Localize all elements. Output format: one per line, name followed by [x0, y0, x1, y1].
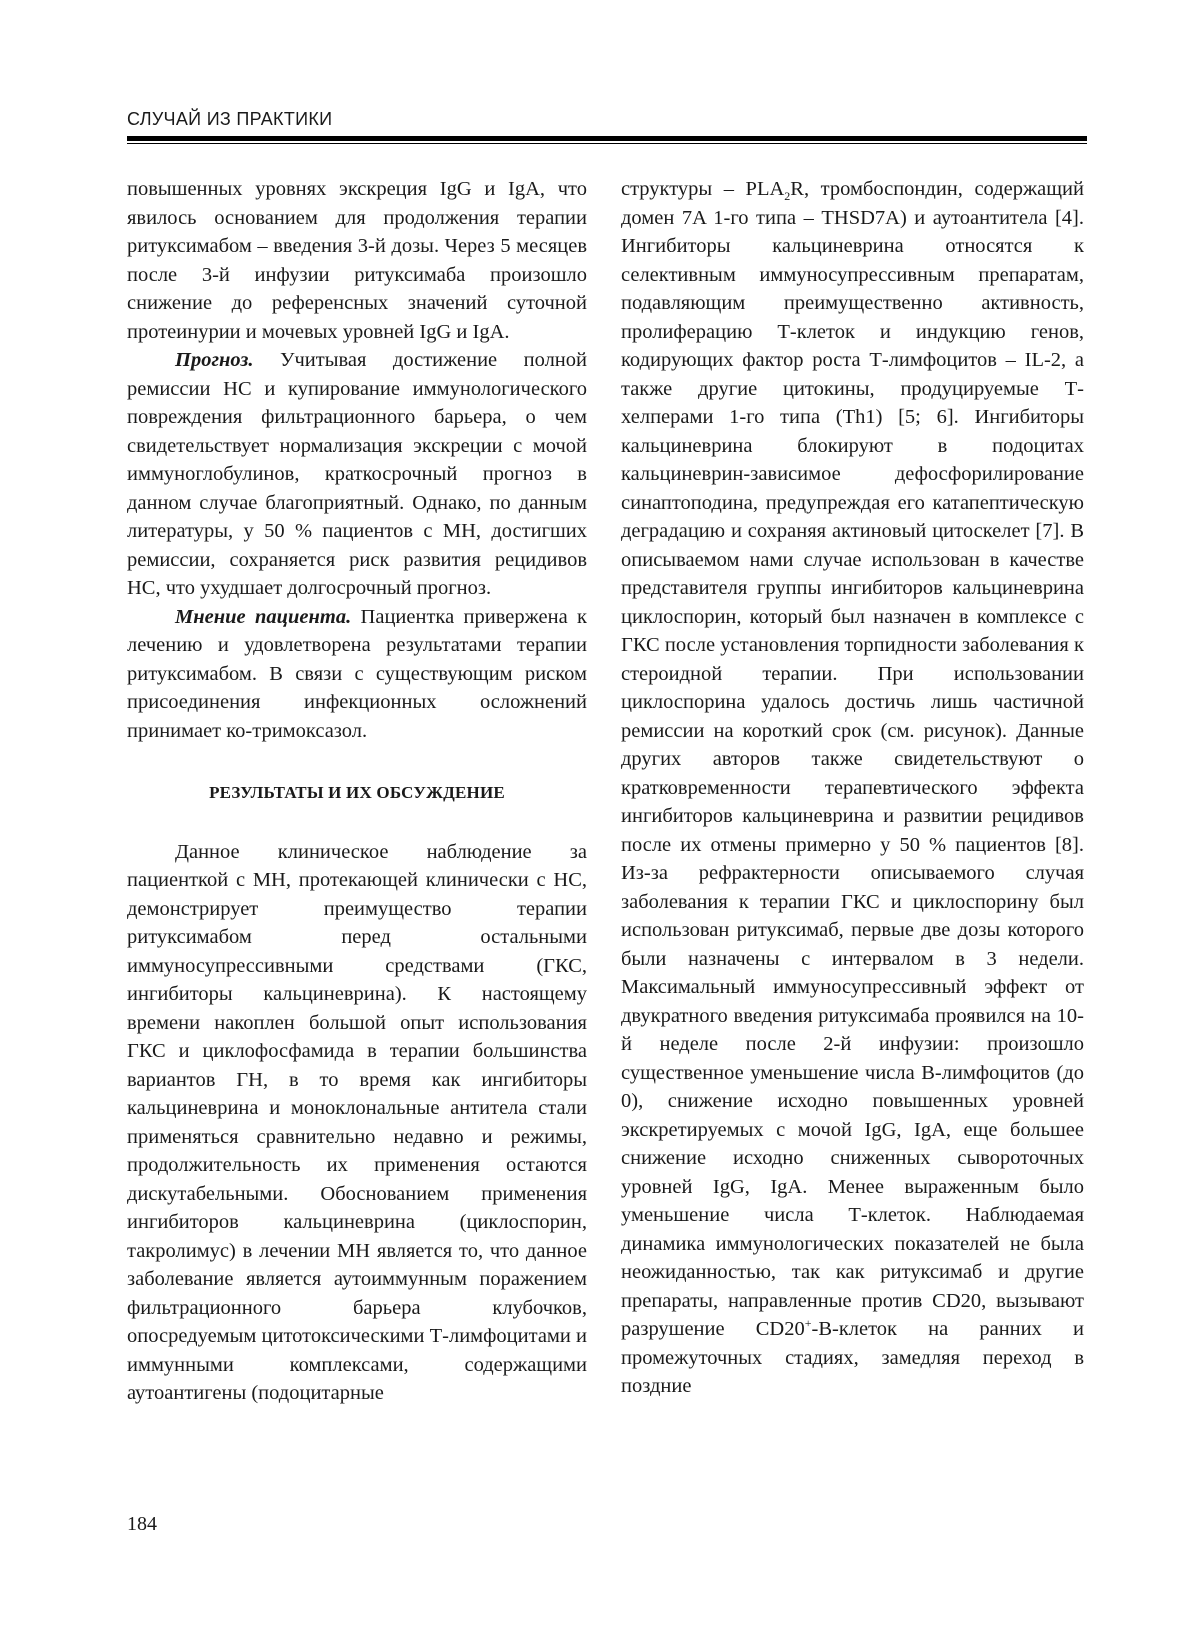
- right-column: [621, 175, 1084, 1401]
- page-number: 184: [127, 1513, 157, 1535]
- opinion-text: Пациентка привержена к лечению и удовлетворена результатами терапии ритуксимабом. В связи с существующим риском присоединения инфекционных осложнений принимает ко-тримоксазол.: [127, 605, 588, 742]
- prognosis-lead: Прогноз.: [175, 349, 254, 371]
- left-column: [127, 175, 587, 1408]
- section-heading-results: РЕЗУЛЬТАТЫ И ИХ ОБСУЖДЕНИЕ: [209, 783, 505, 802]
- section-title: СЛУЧАЙ ИЗ ПРАКТИКИ: [127, 109, 333, 129]
- subscript-2: 2: [784, 189, 791, 204]
- header-rule-thin: [127, 143, 1087, 144]
- superscript-plus: +: [804, 1316, 812, 1331]
- paragraph-right: [621, 175, 1084, 1401]
- running-header: [127, 108, 1087, 144]
- paragraph-patient-opinion: [127, 603, 587, 746]
- right-text-c: -В-клеток на ранних и промежуточных стадиях, замедляя переход в поздние: [621, 1318, 1084, 1397]
- paragraph-prognosis: [127, 346, 587, 603]
- right-text-b: R, тромбоспондин, содержащий домен 7A 1-го типа – THSD7A) и аутоантитела [4]. Ингибиторы кальциневрина относятся к селективным иммуносупрессивным препаратам, подавляющим преимущественно активность, пролиферацию Т-клеток и индукцию генов, кодирующих фактор роста Т-лимфоцитов – IL-2, а также другие цитокины, продуцируемые Т-хелперами 1-го типа (Th1) [5; 6]. Ингибиторы кальциневрина блокируют в подоцитах кальциневрин-зависимое дефосфорилирование синаптоподина, предупреждая его катапептическую деградацию и сохраняя актиновый цитоскелет [7]. В описываемом нами случае использован в качестве представителя группы ингибиторов кальциневрина циклоспорин, который был назначен в комплексе с ГКС после установления торпидности заболевания к стероидной терапии. При использовании циклоспорина удалось достичь лишь частичной ремиссии на короткий срок (см. рисунок). Данные других авторов также свидетельствуют о кратковременности терапевтического эффекта ингибиторов кальциневрина и развитии рецидивов после их отмены примерно у 50 % пациентов [8]. Из-за рефрактерности описываемого случая заболевания к терапии ГКС и циклоспорину был использован ритуксимаб, первые две дозы которого были назначены с интервалом в 3 недели. Максимальный иммуносупрессивный эффект от двукратного введения ритуксимаба проявился на 10-й неделе после 2-й инфузии: произошло существенное уменьшение числа В-лимфоцитов (до 0), снижение исходно повышенных уровней экскретируемых с мочой IgG, IgA, еще большее снижение исходно сниженных сывороточных уровней IgG, IgA. Менее выраженным было уменьшение числа Т-клеток. Наблюдаемая динамика иммунологических показателей не была неожиданностью, так как ритуксимаб и другие препараты, направленные против CD20, вызывают разрушение CD20: [621, 178, 1084, 1340]
- paragraph-results: Данное клиническое наблюдение за пациенткой с МН, протекающей клинически с НС, демонстрирует преимущество терапии ритуксимабом перед остальными иммуносупрессивными средствами (ГКС, ингибиторы кальциневрина). К настоящему времени накоплен большой опыт использования ГКС и циклофосфамида в терапии большинства вариантов ГН, в то время как ингибиторы кальциневрина и моноклональные антитела стали применяться сравнительно недавно и режимы, продолжительность их применения остаются дискутабельными. Обоснованием применения ингибиторов кальциневрина (циклоспорин, такролимус) в лечении МН является то, что данное заболевание является аутоиммунным поражением фильтрационного барьера клубочков, опосредуемым цитотоксическими Т-лимфоцитами и иммунными комплексами, содержащими аутоантигены (подоцитарные: [127, 840, 587, 1404]
- paragraph-continuation: повышенных уровнях экскреция IgG и IgA, что явилось основанием для продолжения терапии ритуксимабом – введения 3-й дозы. Через 5 месяцев после 3-й инфузии ритуксимаба произошло снижение до референсных значений суточной протеинурии и мочевых уровней IgG и IgA.: [127, 178, 587, 343]
- right-text-a: структуры – PLA: [621, 178, 785, 200]
- header-rule-thick: [127, 136, 1087, 141]
- prognosis-text: Учитывая достижение полной ремиссии НС и купирование иммунологического повреждения фильтрационного барьера, о чем свидетельствует нормализация экскреции с мочой иммуноглобулинов, краткосрочный прогноз в данном случае благоприятный. Однако, по данным литературы, у 50 % пациентов с МН, достигших ремиссии, сохраняется риск развития рецидивов НС, что ухудшает долгосрочный прогноз.: [127, 349, 587, 599]
- opinion-lead: Мнение пациента.: [175, 605, 352, 628]
